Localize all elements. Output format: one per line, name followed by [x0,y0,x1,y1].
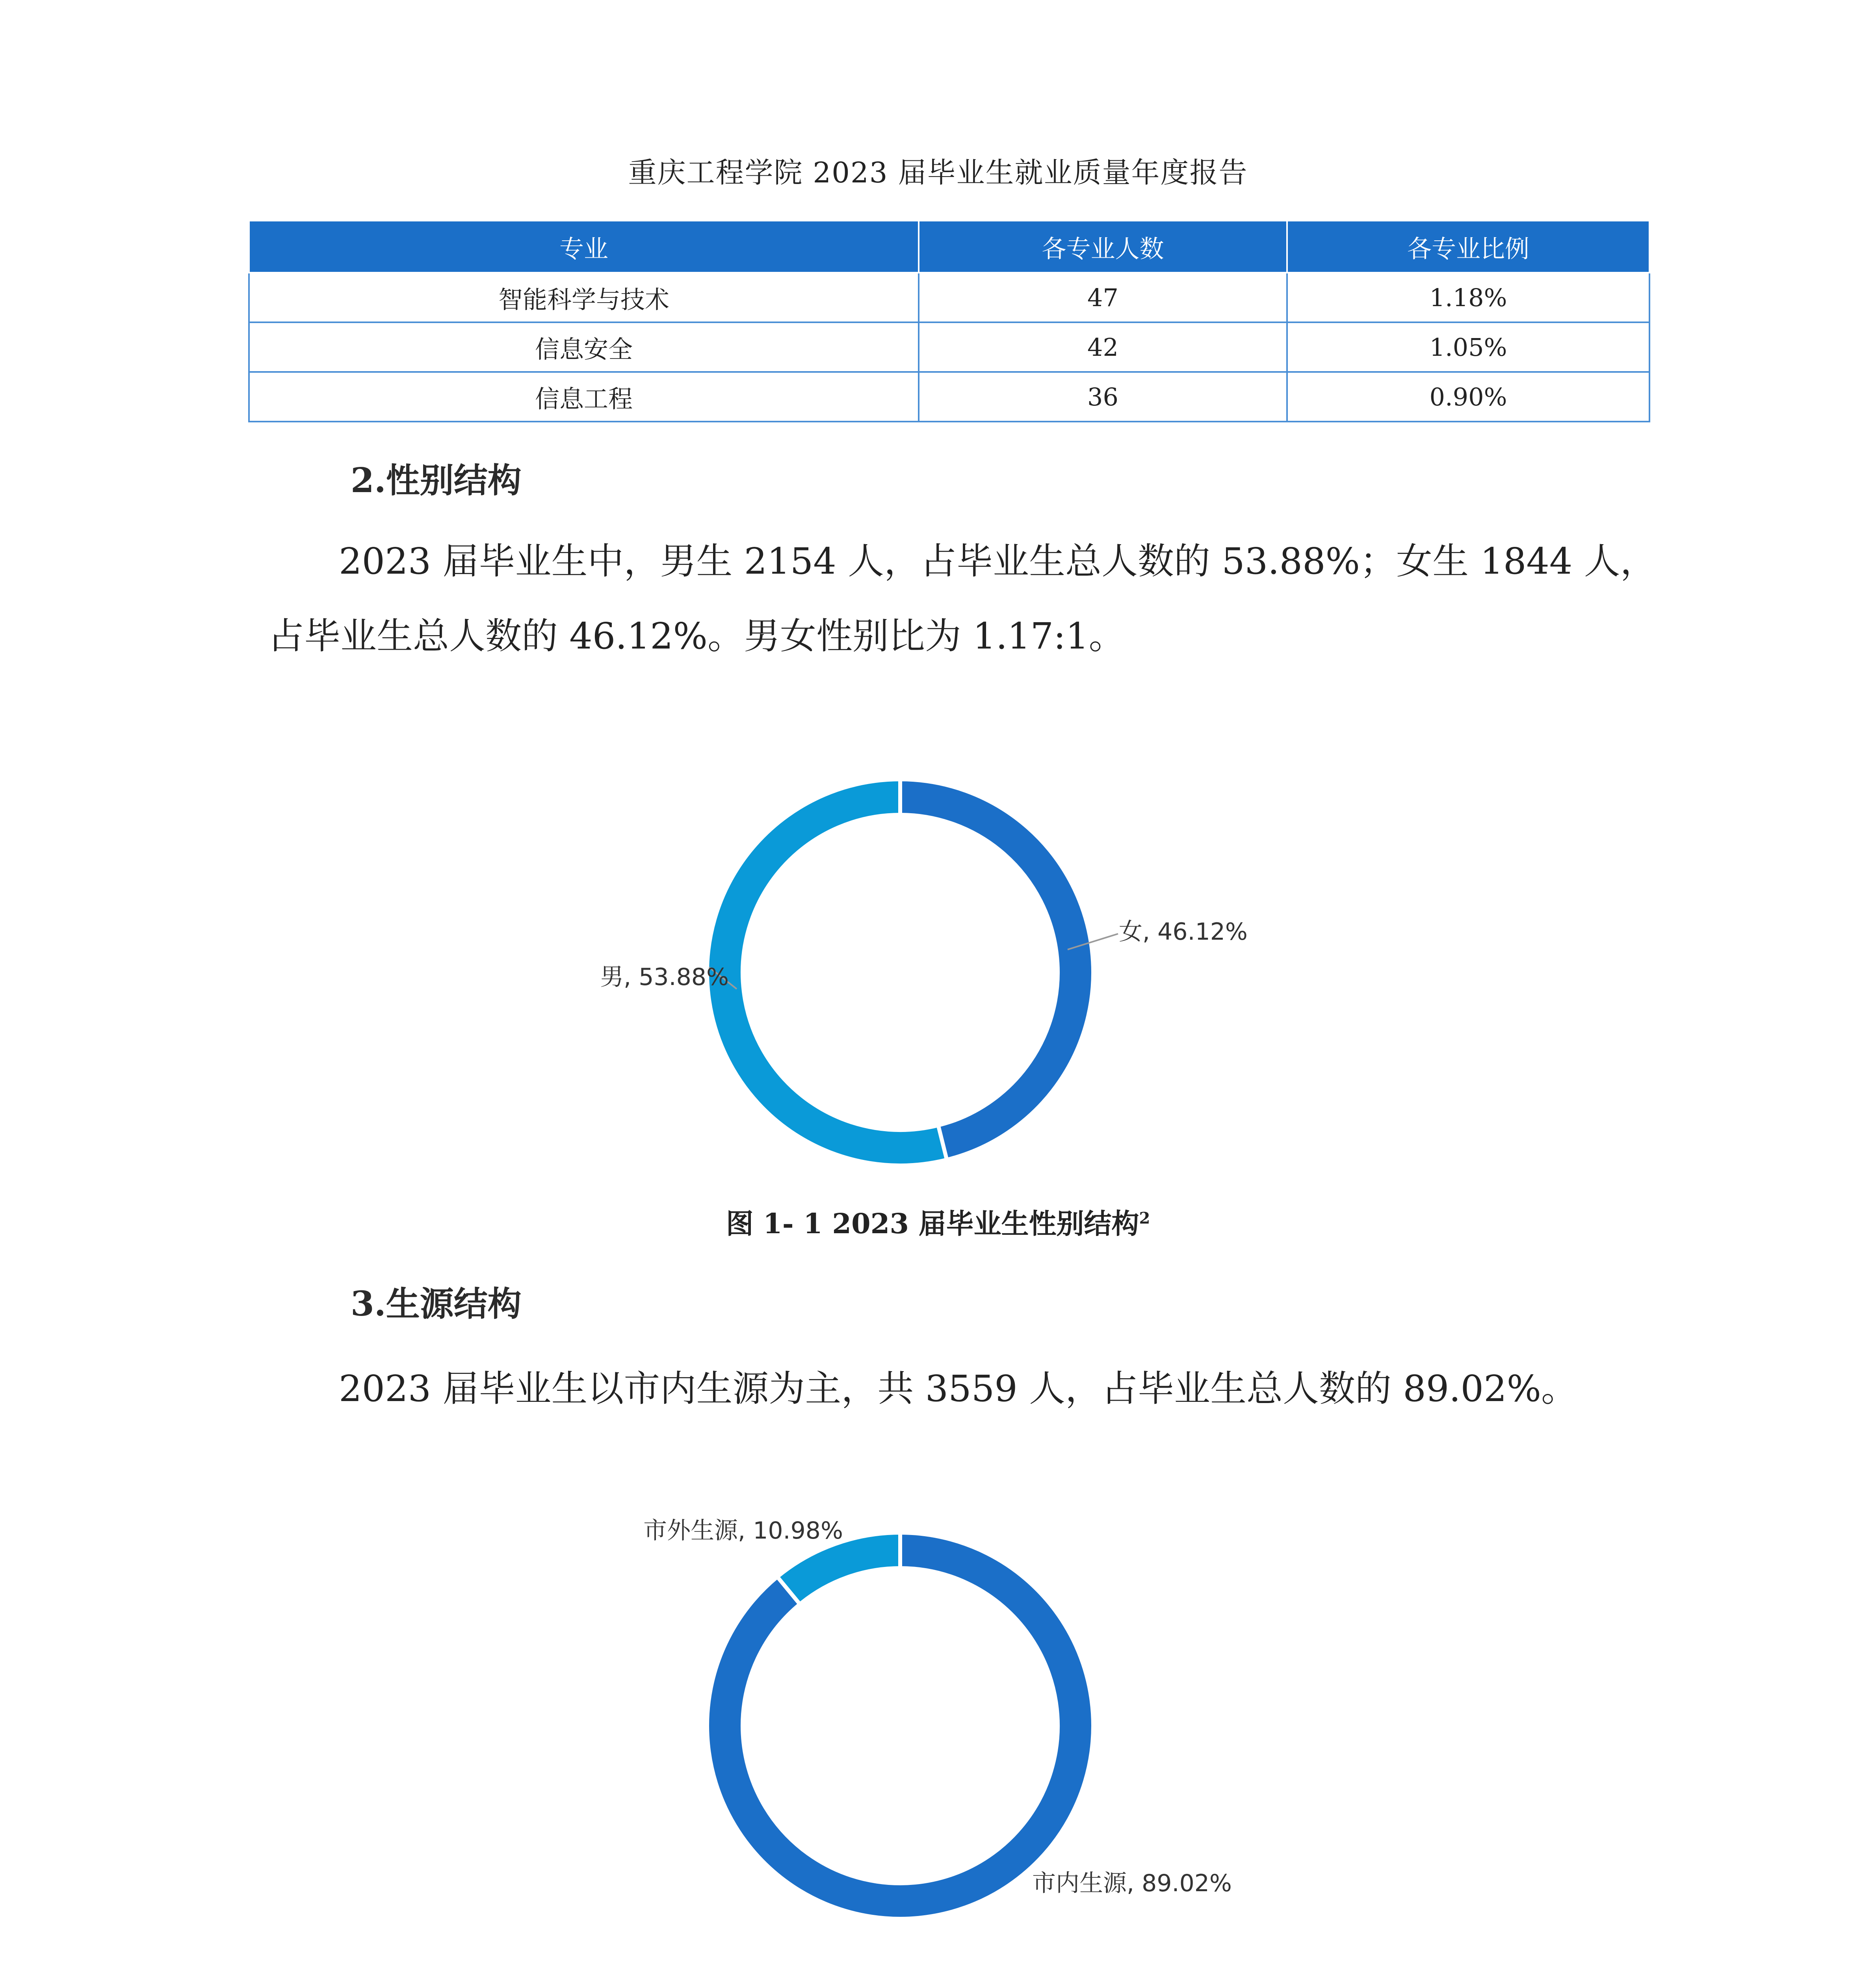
slice-label-2: 男, 53.88% [600,963,729,991]
origin-paragraph-line1: 2023 届毕业生以市内生源为主，共 3559 人，占毕业生总人数的 89.02%。 [339,1368,1578,1410]
slice-label-1: 女, 46.12% [1119,918,1248,946]
section-heading-origin: 3.生源结构 [351,1284,522,1324]
col-header-count: 各专业人数 [919,221,1287,273]
table-cell: 1.05% [1287,322,1649,372]
slice-label-2: 市外生源, 10.98% [643,1517,843,1544]
table-cell: 36 [919,372,1287,422]
table-cell: 42 [919,322,1287,372]
slice-label-1: 市内生源, 89.02% [1032,1870,1232,1897]
table-cell: 智能科学与技术 [249,273,919,322]
section-heading-gender: 2.性别结构 [351,461,522,500]
table-cell: 47 [919,273,1287,322]
table-cell: 1.18% [1287,273,1649,322]
figure-caption-gender: 图 1- 1 2023 届毕业生性别结构$^2$ [726,1207,1150,1240]
table-cell: 信息安全 [249,322,919,372]
donut-slice-1 [900,779,1093,1160]
gender-donut-chart [600,779,1248,1165]
col-header-ratio: 各专业比例 [1287,221,1649,273]
donut-slice-1 [707,1533,1093,1919]
figure-caption-origin [0,1964,1876,1970]
page-header: 重庆工程学院 2023 届毕业生就业质量年度报告 [628,156,1248,189]
table-cell: 0.90% [1287,372,1649,422]
gender-paragraph-line2: 占毕业生总人数的 46.12%。男女性别比为 1.17:1。 [268,615,1125,657]
gender-paragraph-line1: 2023 届毕业生中，男生 2154 人，占毕业生总人数的 53.88%；女生 1844 人， [339,540,1657,582]
origin-donut-chart [643,1517,1232,1919]
col-header-major: 专业 [249,221,919,273]
donut-slice-2 [707,779,947,1165]
table-cell: 信息工程 [249,372,919,422]
